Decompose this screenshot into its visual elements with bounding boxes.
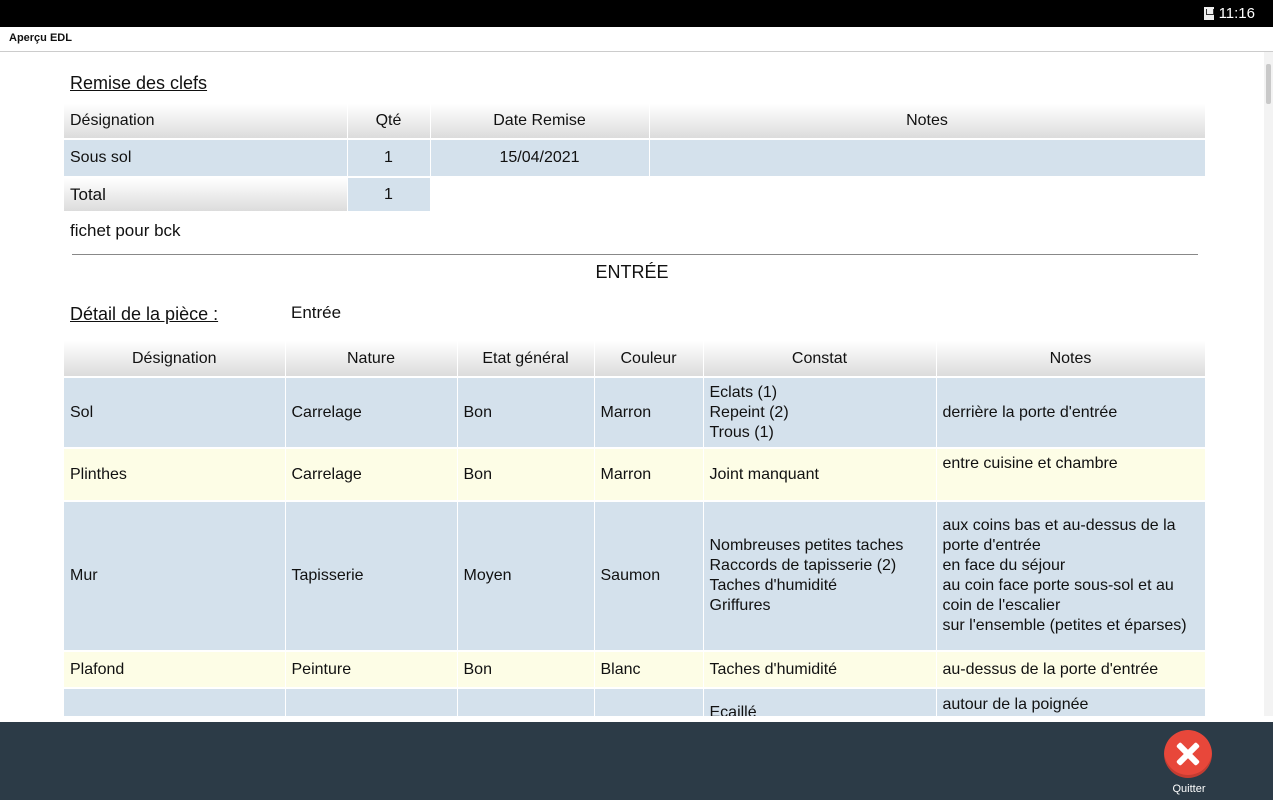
table-row [64,501,1205,651]
cell-couleur: Blanc [594,651,703,688]
keys-cell-designation: Sous sol [64,139,347,177]
cell-constat [703,448,936,501]
constat-line: Eclats (1) [709,383,778,401]
cell-etat [457,688,594,716]
table-row [64,448,1205,501]
room-header-constat: Constat [703,341,936,377]
cell-designation: Sol [64,377,285,448]
notes-line: derrière la porte d'entrée [942,403,1118,421]
notes-line: autour de la poignée [942,696,1089,713]
cell-notes [936,377,1205,448]
cell-couleur: Saumon [594,501,703,651]
cell-designation: Mur [64,501,285,651]
keys-table [64,104,1206,213]
preview-content[interactable] [0,52,1264,716]
table-row [64,377,1205,448]
constat-line: Joint manquant [709,465,819,483]
cell-nature [285,688,457,716]
table-row [64,651,1205,688]
status-area [1204,5,1255,22]
scrollbar-thumb[interactable] [1266,64,1271,104]
blank-cell [649,177,1205,212]
keys-cell-notes [649,139,1205,177]
constat-line: Taches d'humidité [709,577,838,594]
table-row [64,688,1205,716]
constat-line: Taches d'humidité [709,660,838,678]
keys-header-date: Date Remise [430,104,649,139]
cell-notes [936,688,1205,716]
room-header-designation: Désignation [64,341,285,377]
keys-header-notes: Notes [649,104,1205,139]
constat-line: Ecaillé [709,704,757,716]
title-bar [0,27,1273,52]
notes-line: au-dessus de la porte d'entrée [942,660,1159,678]
keys-cell-date: 15/04/2021 [430,139,649,177]
cell-designation: Plinthes [64,448,285,501]
quit-button[interactable] [1160,728,1218,798]
cell-nature: Carrelage [285,377,457,448]
cell-etat: Bon [457,448,594,501]
keys-total-row [64,177,1205,212]
cell-nature: Tapisserie [285,501,457,651]
bottom-toolbar [0,722,1273,800]
constat-line: Trous (1) [709,423,774,441]
room-header-notes: Notes [936,341,1205,377]
notes-line: entre cuisine et chambre [942,455,1118,472]
room-header-row [64,341,1205,377]
constat-line: Raccords de tapisserie (2) [709,557,897,574]
cell-notes [936,501,1205,651]
app-title: Aperçu EDL [9,32,72,44]
status-bar [0,0,1273,27]
cell-nature: Carrelage [285,448,457,501]
constat-line: Griffures [709,597,771,614]
blank-cell [430,177,649,212]
close-icon [1164,730,1212,778]
cell-notes [936,651,1205,688]
cell-notes [936,448,1205,501]
keys-note: fichet pour bck [70,221,181,240]
room-header-couleur: Couleur [594,341,703,377]
notes-line: aux coins bas et au-dessus de la porte d'entrée [942,517,1176,554]
room-detail-label: Détail de la pièce : [70,304,219,324]
cell-couleur [594,688,703,716]
keys-total-label: Total [64,177,347,212]
keys-total-value: 1 [347,177,430,212]
room-title: ENTRÉE [595,262,669,282]
cell-nature: Peinture [285,651,457,688]
constat-line: Nombreuses petites taches [709,537,904,554]
notes-line: sur l'ensemble (petites et éparses) [942,617,1187,634]
cell-constat [703,688,936,716]
constat-line: Repeint (2) [709,403,789,421]
cell-couleur: Marron [594,377,703,448]
cell-couleur: Marron [594,448,703,501]
status-time: 11:16 [1218,5,1255,22]
room-table [64,341,1206,716]
section-divider [72,254,1198,255]
notes-line: au coin face porte sous-sol et au coin de l'escalier [942,577,1174,614]
battery-icon [1204,7,1214,20]
cell-constat [703,651,936,688]
cell-etat: Bon [457,651,594,688]
cell-designation: Plafond [64,651,285,688]
cell-constat [703,377,936,448]
keys-header-row [64,104,1205,139]
keys-section-title: Remise des clefs [70,73,208,93]
room-header-nature: Nature [285,341,457,377]
room-detail-value: Entrée [291,303,342,322]
cell-constat [703,501,936,651]
room-header-etat: Etat général [457,341,594,377]
keys-header-qty: Qté [347,104,430,139]
vertical-scrollbar[interactable] [1264,52,1273,716]
cell-etat: Bon [457,377,594,448]
cell-designation [64,688,285,716]
notes-line: en face du séjour [942,557,1066,574]
table-row [64,139,1205,177]
keys-cell-qty: 1 [347,139,430,177]
cell-etat: Moyen [457,501,594,651]
quit-label: Quitter [1172,783,1206,795]
keys-header-designation: Désignation [64,104,347,139]
